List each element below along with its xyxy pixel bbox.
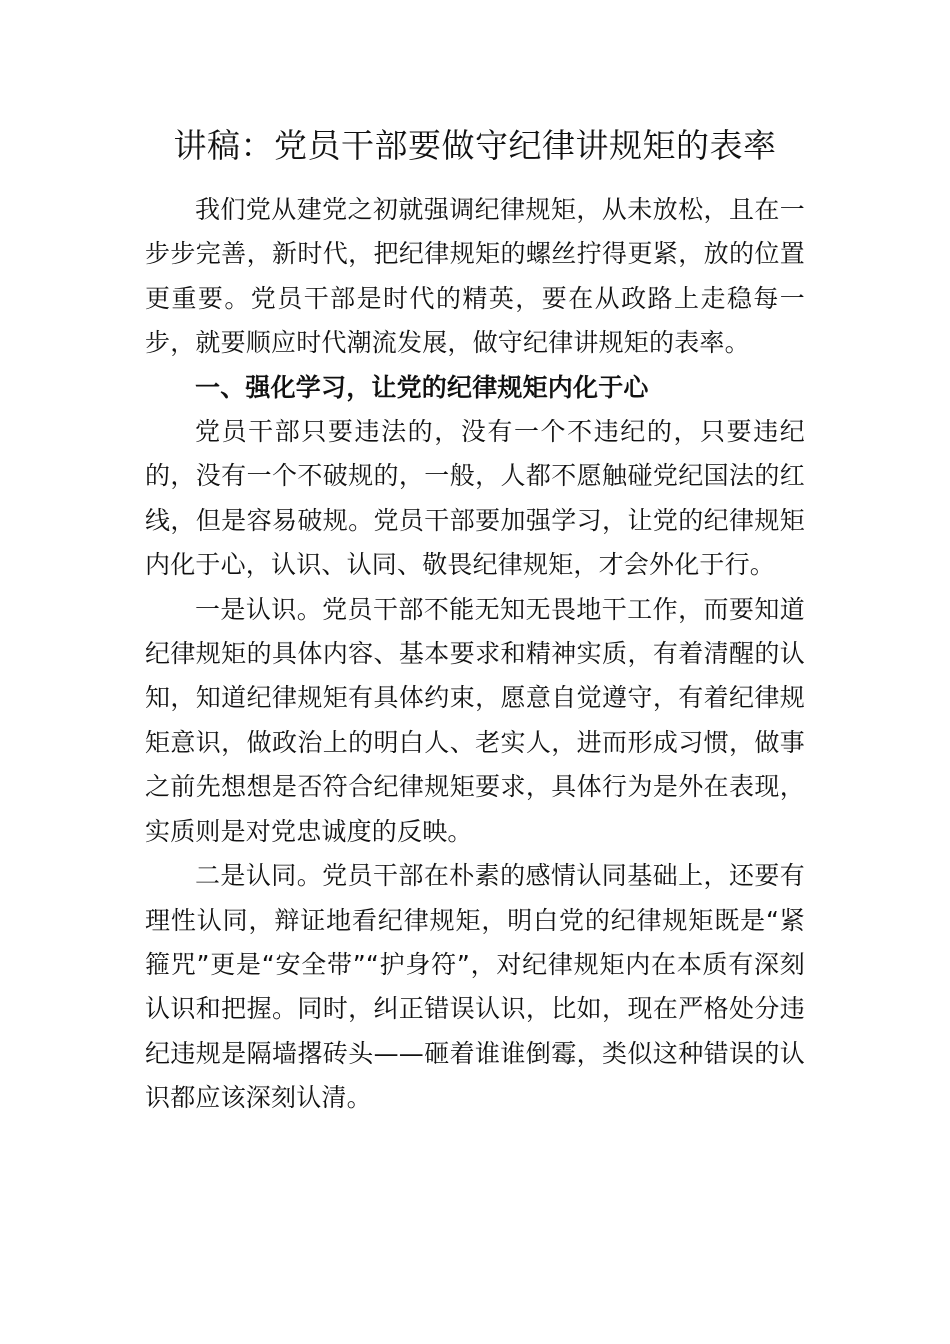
section-heading-1: 一、强化学习，让党的纪律规矩内化于心 [195, 372, 649, 402]
paragraph-intro: 我们党从建党之初就强调纪律规矩，从未放松，且在一步步完善，新时代，把纪律规矩的螺丝拧得更紧，放的位置更重要。党员干部是时代的精英，要在从政路上走稳每一步，就要顺应时代潮流发展，做守纪律讲规矩的表率。 [145, 195, 805, 358]
paragraph-section-1-intro: 党员干部只要违法的，没有一个不违纪的，只要违纪的，没有一个不破规的，一般，人都不愿触碰党纪国法的红线，但是容易破规。党员干部要加强学习，让党的纪律规矩内化于心，认识、认同、敬畏纪律规矩，才会外化于行。 [145, 417, 805, 580]
paragraph-recognition: 一是认识。党员干部不能无知无畏地干工作，而要知道纪律规矩的具体内容、基本要求和精神实质，有着清醒的认知，知道纪律规矩有具体约束，愿意自觉遵守，有着纪律规矩意识，做政治上的明白人、老实人，进而形成习惯，做事之前先想想是否符合纪律规矩要求，具体行为是外在表现，实质则是对党忠诚度的反映。 [145, 594, 805, 846]
document-body [145, 188, 805, 1121]
document-title: 讲稿：党员干部要做守纪律讲规矩的表率 [173, 126, 777, 165]
paragraph-identification: 二是认同。党员干部在朴素的感情认同基础上，还要有理性认同，辩证地看纪律规矩，明白党的纪律规矩既是“紧箍咒”更是“安全带”“护身符”，对纪律规矩内在本质有深刻认识和把握。同时，纠正错误认识，比如，现在严格处分违纪违规是隔墙撂砖头——砸着谁谁倒霉，类似这种错误的认识都应该深刻认清。 [145, 861, 805, 1113]
